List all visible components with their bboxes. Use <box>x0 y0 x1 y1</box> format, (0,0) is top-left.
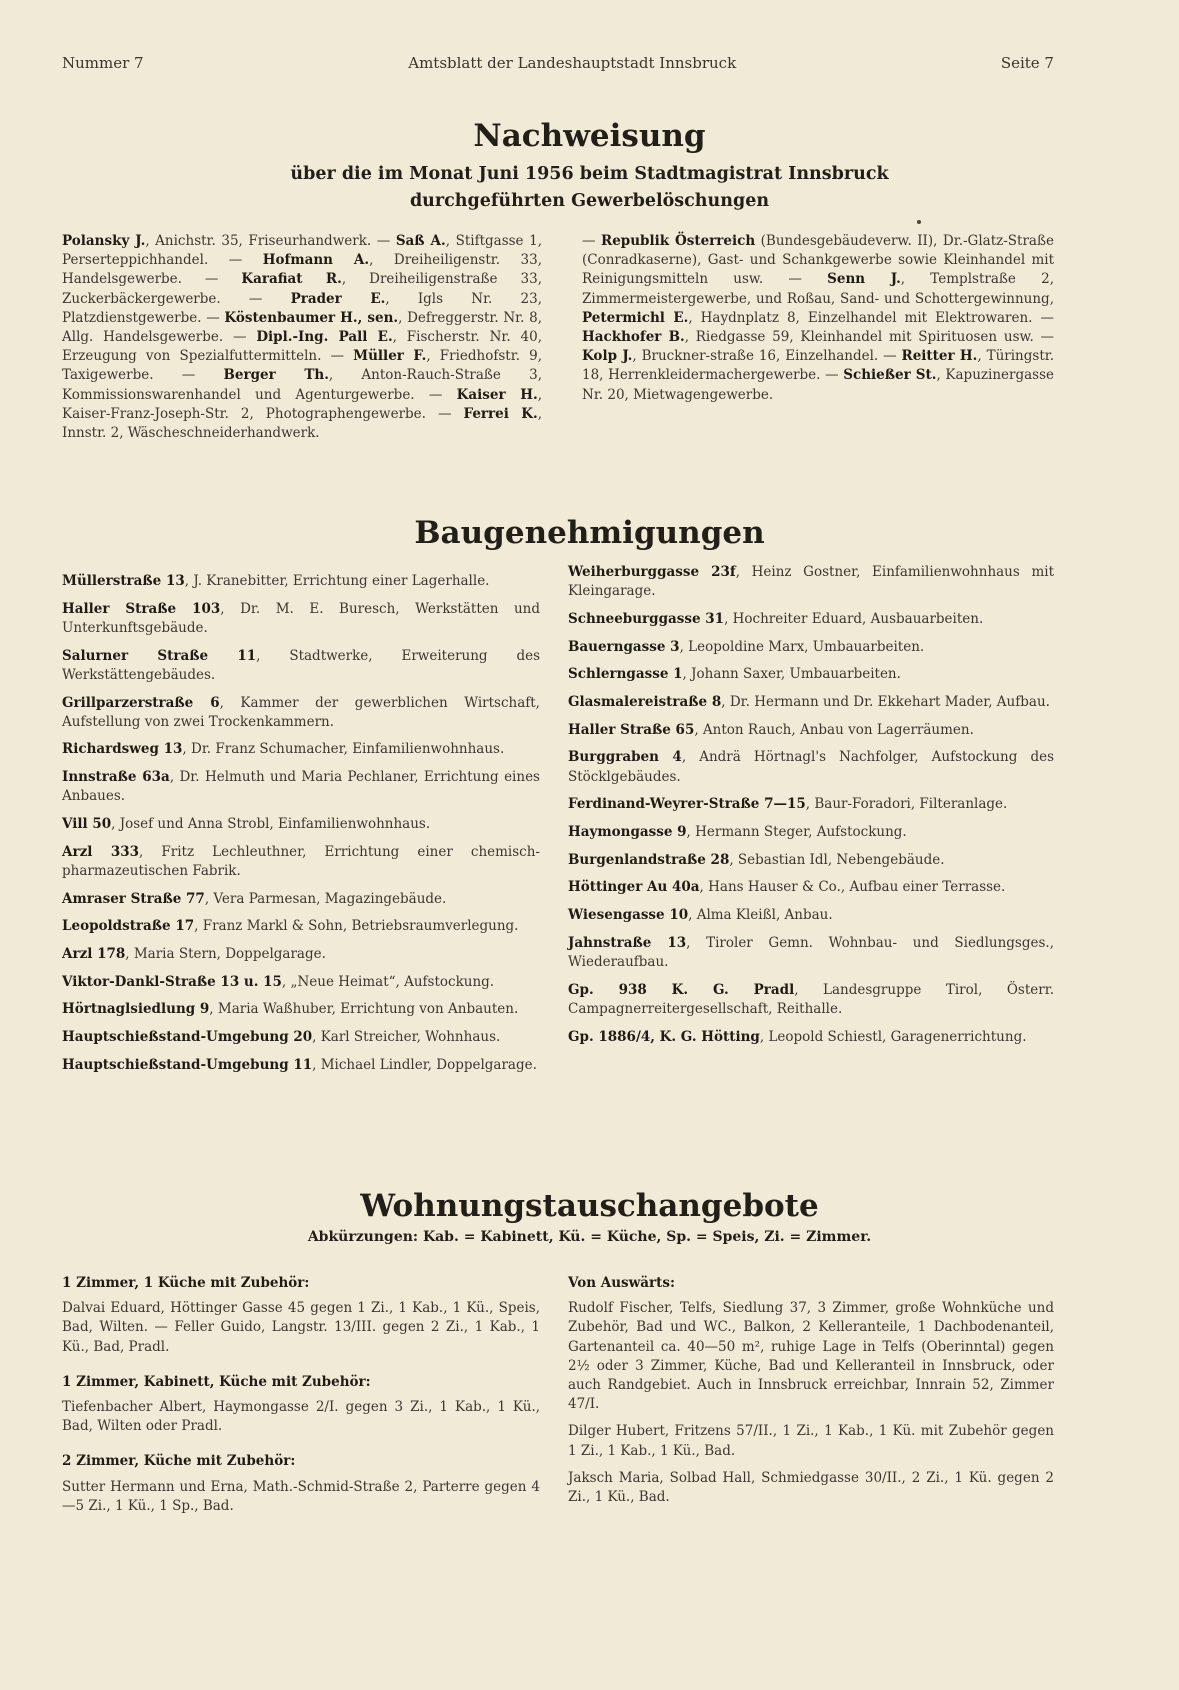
permit-entry: Hauptschießstand-Umgebung 20, Karl Streicher, Wohnhaus. <box>62 1029 501 1046</box>
permit-entry: Leopoldstraße 17, Franz Markl & Sohn, Betriebsraumverlegung. <box>62 918 519 935</box>
permit-entry: Bauerngasse 3, Leopoldine Marx, Umbauarbeiten. <box>568 638 925 655</box>
baugenehmigungen-right-column <box>568 563 1054 1055</box>
permit-entry: Grillparzerstraße 6, Kammer der gewerblichen Wirtschaft, Aufstellung von zwei Trockenkammern. <box>62 694 540 730</box>
category-heading: 2 Zimmer, Küche mit Zubehör: <box>62 1453 296 1470</box>
permit-entry: Hörtnaglsiedlung 9, Maria Waßhuber, Errichtung von Anbauten. <box>62 1001 519 1018</box>
entry: Berger Th., Anton-Rauch-Straße 3, Kommissionswarenhandel und Agenturgewerbe. — <box>62 367 542 403</box>
entry: Kolp J., Bruckner-straße 16, Einzelhandel. — <box>582 348 902 365</box>
permit-entry: Glasmalereistraße 8, Dr. Hermann und Dr. Ekkehart Mader, Aufbau. <box>568 694 1050 711</box>
wohnungstausch-title: Wohnungstauschangebote <box>360 1188 819 1224</box>
permit-entry: Schlerngasse 1, Johann Saxer, Umbauarbeiten. <box>568 666 901 683</box>
permit-entry: Haller Straße 65, Anton Rauch, Anbau von Lagerräumen. <box>568 721 974 738</box>
nachweisung-right-column <box>582 232 1054 405</box>
entry: Reitter H., Türingstr. 18, Herrenkleidermachergewerbe. — <box>582 348 1055 384</box>
entry: Republik Österreich (Bundesgebäudeverw. II), Dr.-Glatz-Straße (Conradkaserne), Gast- und Schankgewerbe sowie Kleinhandel mit Reinigungsmitteln usw. — <box>582 233 1054 288</box>
permit-entry: Gp. 938 K. G. Pradl, Landesgruppe Tirol, Österr. Campagnerreitergesellschaft, Reithalle. <box>568 981 1054 1017</box>
permit-entry: Burggraben 4, Andrä Hörtnagl's Nachfolger, Aufstockung des Stöcklgebäudes. <box>568 749 1054 785</box>
permit-entry: Viktor-Dankl-Straße 13 u. 15, „Neue Heimat“, Aufstockung. <box>62 973 495 990</box>
baugenehmigungen-title: Baugenehmigungen <box>414 515 765 551</box>
print-speck <box>917 220 921 224</box>
category-heading: 1 Zimmer, 1 Küche mit Zubehör: <box>62 1275 310 1291</box>
entry: Hackhofer B., Riedgasse 59, Kleinhandel mit Spirituosen usw. — <box>582 329 1055 346</box>
entry: Prader E., Igls Nr. 23, Platzdienstgewerbe. — <box>62 290 542 326</box>
entry: — <box>582 233 601 249</box>
entry: Senn J., Templstraße 2, Zimmermeistergewerbe, und Roßau, Sand- und Schottergewinnung, <box>582 271 1054 307</box>
entry: Schießer St., Kapuzinergasse Nr. 20, Mietwagengewerbe. <box>582 367 1054 403</box>
permit-entry: Gp. 1886/4, K. G. Hötting, Leopold Schiestl, Garagenerrichtung. <box>568 1028 1027 1045</box>
entry: Hofmann A., Dreiheiligenstr. 33, Handelsgewerbe. — <box>62 252 543 288</box>
category-heading: Von Auswärts: <box>568 1275 675 1291</box>
entry: Müller F., Friedhofstr. 9, Taxigewerbe. — <box>62 348 542 384</box>
permit-entry: Müllerstraße 13, J. Kranebitter, Errichtung einer Lagerhalle. <box>62 573 490 589</box>
running-header <box>62 54 1054 72</box>
offer-entry: Dilger Hubert, Fritzens 57/II., 1 Zi., 1 Kab., 1 Kü. mit Zubehör gegen 1 Zi., 1 Kab., 1 Kü., Bad. <box>568 1423 1054 1459</box>
wohnungstausch-left-column <box>62 1274 540 1532</box>
entry: Karafiat R., Dreiheiligenstraße 33, Zuckerbäckergewerbe. — <box>62 271 542 307</box>
permit-entry: Amraser Straße 77, Vera Parmesan, Magazingebäude. <box>62 890 447 907</box>
permit-entry: Vill 50, Josef und Anna Strobl, Einfamilienwohnhaus. <box>62 816 431 833</box>
baugenehmigungen-left-column <box>62 572 540 1084</box>
permit-entry: Hauptschießstand-Umgebung 11, Michael Lindler, Doppelgarage. <box>62 1056 537 1073</box>
permit-entry: Höttinger Au 40a, Hans Hauser & Co., Aufbau einer Terrasse. <box>568 879 1006 896</box>
entry: Saß A., Stiftgasse 1, Perserteppichhandel. — <box>62 233 542 269</box>
permit-entry: Richardsweg 13, Dr. Franz Schumacher, Einfamilienwohnhaus. <box>62 741 505 758</box>
page-number: Seite 7 <box>1000 54 1054 72</box>
permit-entry: Burgenlandstraße 28, Sebastian Idl, Nebengebäude. <box>568 851 945 868</box>
category-body: Dalvai Eduard, Höttinger Gasse 45 gegen 1 Zi., 1 Kab., 1 Kü., Speis, Bad, Wilten. — Feller Guido, Langstr. 13/III. gegen 2 Zi., 1 Kab., 1 Kü., Bad, Pradl. <box>62 1300 540 1355</box>
permit-entry: Haymongasse 9, Hermann Steger, Aufstockung. <box>568 824 907 841</box>
entry: Polansky J., Anichstr. 35, Friseurhandwerk. — <box>62 233 396 249</box>
permit-entry: Haller Straße 103, Dr. M. E. Buresch, Werkstätten und Unterkunftsgebäude. <box>62 600 541 636</box>
entry: Kaiser H., Kaiser-Franz-Joseph-Str. 2, Photographengewerbe. — <box>62 386 543 422</box>
entry: Dipl.-Ing. Pall E., Fischerstr. Nr. 40, Erzeugung von Spezialfuttermitteln. — <box>62 329 542 365</box>
permit-entry: Innstraße 63a, Dr. Helmuth und Maria Pechlaner, Errichtung eines Anbaues. <box>62 769 540 805</box>
offer-entry: Rudolf Fischer, Telfs, Siedlung 37, 3 Zimmer, große Wohnküche und Zubehör, Bad und WC., Balkon, 2 Kelleranteile, 1 Dachbodenanteil, Gartenanteil ca. 40—50 m², ruhige Lage in Telfs (Oberinntal) gegen 2½ oder 3 Zimmer, Küche, Bad und Kelleranteil in Innsbruck, oder auch Randgebiet. Auch in Innsbruck erreichbar, Innrain 52, Zimmer 47/I. <box>568 1300 1054 1413</box>
category-body: Sutter Hermann und Erna, Math.-Schmid-Straße 2, Parterre gegen 4—5 Zi., 1 Kü., 1 Sp., Bad. <box>62 1478 540 1514</box>
offer-entry: Jaksch Maria, Solbad Hall, Schmiedgasse 30/II., 2 Zi., 1 Kü. gegen 2 Zi., 1 Kü., Bad. <box>568 1469 1054 1506</box>
entry: Köstenbaumer H., sen., Defreggerstr. Nr. 8, Allg. Handelsgewerbe. — <box>62 309 543 346</box>
nachweisung-subtitle-1: über die im Monat Juni 1956 beim Stadtmagistrat Innsbruck <box>290 164 889 184</box>
category-body: Tiefenbacher Albert, Haymongasse 2/I. gegen 3 Zi., 1 Kab., 1 Kü., Bad, Wilten oder Pradl. <box>62 1399 540 1435</box>
entry: Petermichl E., Haydnplatz 8, Einzelhandel mit Elektrowaren. — <box>582 309 1054 326</box>
abbreviations-line: Abkürzungen: Kab. = Kabinett, Kü. = Küche, Sp. = Speis, Zi. = Zimmer. <box>307 1229 872 1245</box>
nachweisung-left-column <box>62 232 542 443</box>
issue-number: Nummer 7 <box>62 54 144 72</box>
permit-entry: Wiesengasse 10, Alma Kleißl, Anbau. <box>568 907 833 924</box>
permit-entry: Arzl 333, Fritz Lechleuthner, Errichtung einer chemisch-pharmazeutischen Fabrik. <box>62 843 540 879</box>
permit-entry: Salurner Straße 11, Stadtwerke, Erweiterung des Werkstättengebäudes. <box>62 647 540 683</box>
nachweisung-title: Nachweisung <box>473 118 706 154</box>
permit-entry: Schneeburggasse 31, Hochreiter Eduard, Ausbauarbeiten. <box>568 610 984 627</box>
publication-title: Amtsblatt der Landeshauptstadt Innsbruck <box>408 54 737 72</box>
category-heading: 1 Zimmer, Kabinett, Küche mit Zubehör: <box>62 1373 371 1390</box>
entry: Ferrei K., Innstr. 2, Wäscheschneiderhandwerk. <box>62 405 542 442</box>
wohnungstausch-right-column <box>568 1274 1054 1515</box>
permit-entry: Arzl 178, Maria Stern, Doppelgarage. <box>62 946 326 963</box>
permit-entry: Weiherburggasse 23f, Heinz Gostner, Einfamilienwohnhaus mit Kleingarage. <box>568 564 1054 600</box>
permit-entry: Ferdinand-Weyrer-Straße 7—15, Baur-Foradori, Filteranlage. <box>568 796 1008 813</box>
nachweisung-subtitle-2: durchgeführten Gewerbelöschungen <box>409 191 770 211</box>
permit-entry: Jahnstraße 13, Tiroler Gemn. Wohnbau- und Siedlungsges., Wiederaufbau. <box>568 934 1054 971</box>
